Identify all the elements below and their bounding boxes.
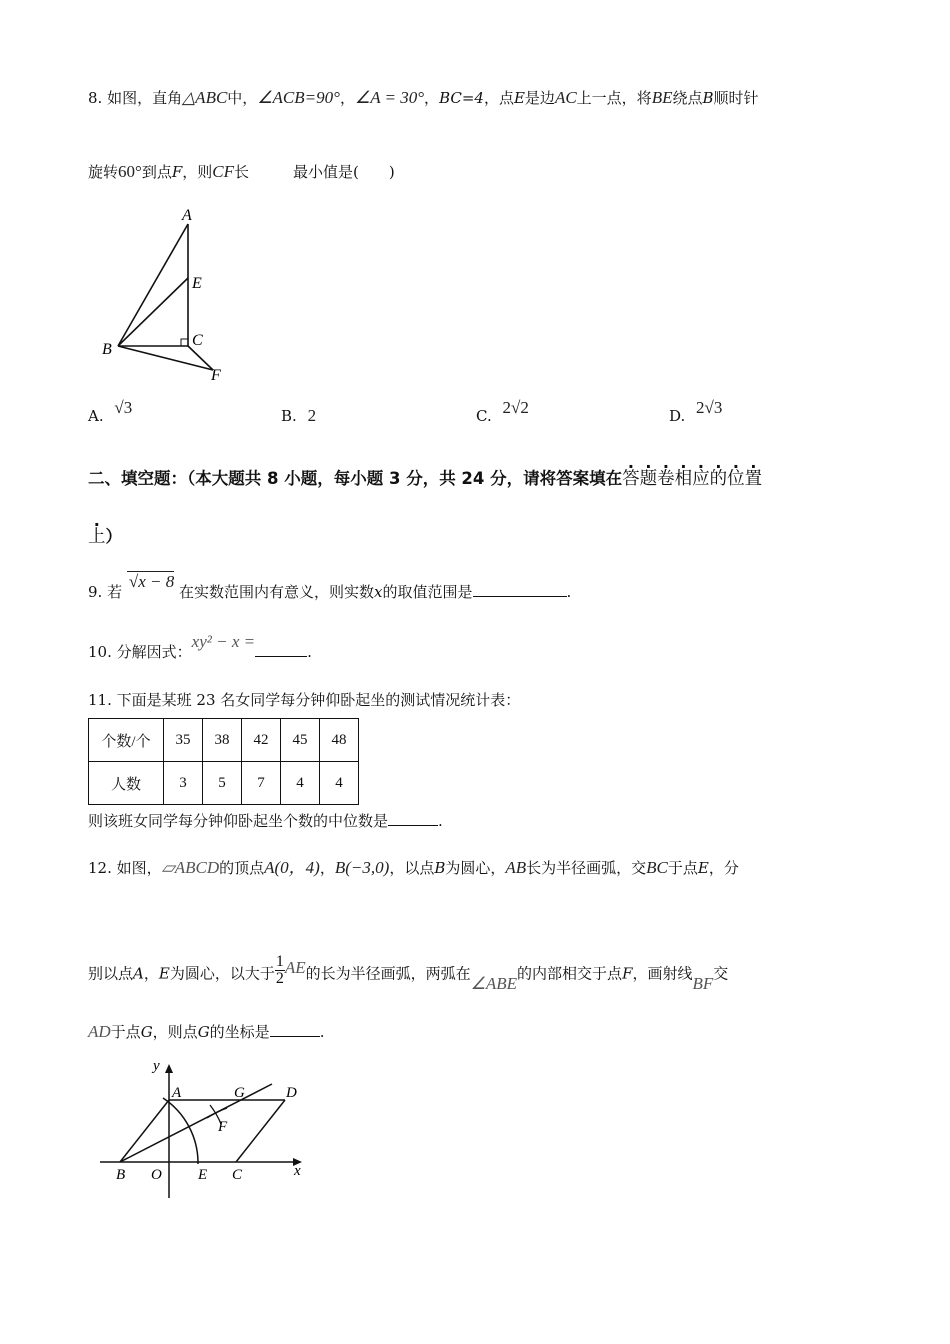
option-letter: D. [669,407,686,425]
option-value: 2√3 [696,398,723,417]
q8-option-b[interactable] [281,406,316,426]
q8-point-e: E [513,89,525,107]
q12-text: ， [143,964,159,983]
q12-text: 为圆心， [445,859,506,877]
option-letter: A. [88,407,104,425]
q12-line-ba [120,1100,169,1162]
q8-text: 顺时针 [713,89,759,107]
table-cell: 35 [164,719,203,762]
q10-line [88,632,312,662]
q8-text: 最小值是( ) [293,163,395,181]
q8-text: ， [424,89,440,107]
q10-end: . [307,643,312,661]
q8-degree: 60° [118,162,142,181]
q12-fraction-half [275,954,285,987]
q8-number: 8. [88,89,103,107]
q12-text: ，分 [708,859,739,877]
q8-text: 上一点，将 [576,89,652,107]
q10-expression: xy² − x = [191,632,256,651]
q8-option-d[interactable] [669,398,723,426]
table-cell: 48 [320,719,359,762]
table-row [89,762,359,805]
fraction-numerator: 1 [275,953,284,970]
q12-var-b: B [434,859,446,877]
q12-line1 [88,858,739,878]
q12-text: 的长为半径画弧，两弧在 [305,964,471,983]
q12-label-o: O [151,1167,162,1183]
q8-text: 中， [227,89,258,107]
q8-line-be [118,278,188,346]
q9-number: 9. [88,583,103,601]
q12-coordinate-figure [95,1050,320,1205]
table-cell: 38 [203,719,242,762]
table-cell: 3 [164,762,203,805]
q11-text: 则该班女同学每分钟仰卧起坐个数的中位数是 [88,812,389,830]
q8-line-bf [118,346,213,370]
q12-var-a: A [133,964,144,983]
q12-point-b: B(−3,0) [334,858,390,877]
q8-text: ，点 [483,89,514,107]
section2-heading-cont [88,527,122,547]
option-value: √3 [114,398,133,417]
q11-number: 11. [88,691,112,709]
emphasis-char: 上 [88,527,106,547]
q10-number: 10. [88,643,112,661]
q9-radical: √x − 8 [128,572,175,591]
q12-point-a: A(0，4) [264,858,320,877]
q8-angle-acb: ∠ACB=90° [257,88,340,107]
q12-segment-ab: AB [505,858,527,877]
q12-text: 于点 [667,859,698,877]
q8-segment-be: BE [651,88,673,107]
q9-text: 在实数范围内有意义，则实数 [179,583,375,601]
q12-label-d: D [286,1085,297,1101]
table-cell: 4 [320,762,359,805]
q12-text: 为圆心，以大于 [169,964,275,983]
table-row [89,719,359,762]
q8-text: ， [339,89,355,107]
q8-triangle-figure [95,200,245,390]
q12-var-e: E [158,964,170,983]
q8-text: 长 [234,163,250,181]
q12-text: 别以点 [88,964,134,983]
q12-label-x: x [294,1163,301,1179]
emphasis-char: 置 [744,469,763,489]
section2-title: 二、填空题：（本大题共 8 小题，每小题 3 分，共 24 分，请将答案填在 [88,469,623,488]
q12-answer-blank[interactable] [270,1022,320,1037]
q8-option-a[interactable] [88,398,133,426]
emphasis-char: 位 [727,469,745,489]
q12-line-dc [236,1100,285,1162]
q12-end: . [319,1023,325,1041]
q9-text: 若 [107,583,123,601]
q12-text: 于点 [110,1023,141,1041]
q8-angle-a: ∠A = 30° [354,88,425,107]
q8-text: 旋转 [88,163,119,181]
q12-number: 12. [88,859,112,877]
q8-point-f: F [171,163,183,181]
q12-segment-bc: BC [646,858,668,877]
q11-text: 下面是某班 23 名女同学每分钟仰卧起坐的测试情况统计表： [116,691,521,709]
q8-text: 到点 [141,163,172,181]
q8-line2 [88,162,395,182]
q9-text: 的取值范围是 [382,583,473,601]
q12-text: 交 [713,964,729,983]
q12-text: ，则点 [152,1023,198,1041]
q12-var-g: G [197,1023,210,1041]
q8-text: 绕点 [672,89,703,107]
option-value: 2 [307,406,317,425]
q12-text: ，以点 [389,859,435,877]
q12-var-e: E [697,859,709,877]
q8-triangle: △ABC [182,88,228,107]
q12-text: ，画射线 [632,964,693,983]
q12-ray-bf: BF [692,973,714,993]
table-cell: 4 [281,762,320,805]
q12-text: ， [319,859,335,877]
q11-end: . [438,812,443,830]
table-cell: 人数 [89,762,164,805]
q12-parallelogram: ▱ABCD [161,858,220,877]
q12-label-b: B [116,1167,126,1183]
q8-text: 如图，直角 [107,89,183,107]
q8-right-angle-mark [181,339,188,346]
q10-answer-blank[interactable] [255,642,307,657]
q12-ray-bf [120,1084,272,1162]
q12-text: 长为半径画弧，交 [526,859,647,877]
section2-heading [88,469,762,489]
q11-after-line [88,811,443,831]
q12-line3 [88,1022,324,1042]
q12-text: 的顶点 [219,859,265,877]
q8-bc: BC=4 [439,89,484,107]
option-value: 2√2 [502,398,529,417]
q8-text: 是边 [524,89,555,107]
q11-answer-blank[interactable] [388,811,438,826]
emphasis-char: 相 [674,469,693,489]
emphasis-char: 的 [709,469,728,489]
q12-label-f: F [218,1119,228,1135]
q12-text: 如图， [116,859,162,877]
q8-label-f: F [211,367,221,384]
q12-var-g: G [140,1023,153,1041]
q8-label-a: A [182,207,192,224]
q12-label-g: G [234,1085,245,1101]
q8-label-e: E [192,275,202,292]
q8-option-c[interactable] [476,398,529,426]
q12-y-axis-arrow [165,1064,173,1073]
q12-line2 [88,953,729,993]
table-cell: 个数/个 [89,719,164,762]
table-cell: 42 [242,719,281,762]
q11-line [88,690,520,710]
q8-point-b: B [702,89,714,107]
q8-line-ab [118,224,188,346]
q9-line [88,572,572,602]
emphasis-char: 应 [692,469,710,489]
q8-segment-ac: AC [554,88,577,107]
q12-label-y: y [153,1058,160,1074]
q8-line1 [88,88,759,108]
fraction-denominator: 2 [275,970,284,987]
q10-text: 分解因式： [116,643,192,661]
q12-segment-ad: AD [88,1022,111,1041]
q12-angle-abe: ∠ABE [470,973,518,993]
q12-label-a: A [172,1085,182,1101]
q8-segment-cf: CF [212,162,235,181]
q8-text: ，则 [182,163,213,181]
q8-label-b: B [102,341,112,358]
q9-var-x: x [374,583,383,601]
table-cell: 45 [281,719,320,762]
emphasis-char: 答 [622,469,640,489]
q12-label-c: C [232,1167,243,1183]
q12-segment-ae: AE [284,957,306,977]
q12-text: 的内部相交于点 [517,964,623,983]
q9-end: . [566,583,572,601]
section2-title-end: ） [105,527,122,546]
option-letter: B. [281,407,297,425]
q12-text: 的坐标是 [209,1023,270,1041]
q12-var-f: F [622,964,633,983]
table-cell: 5 [203,762,242,805]
emphasis-char: 题 [639,469,658,489]
emphasis-char: 卷 [657,469,675,489]
q12-label-e: E [198,1167,208,1183]
q11-stats-table [88,718,359,805]
q8-label-c: C [192,332,203,349]
q9-answer-blank[interactable] [473,582,567,597]
table-cell: 7 [242,762,281,805]
option-letter: C. [476,407,492,425]
